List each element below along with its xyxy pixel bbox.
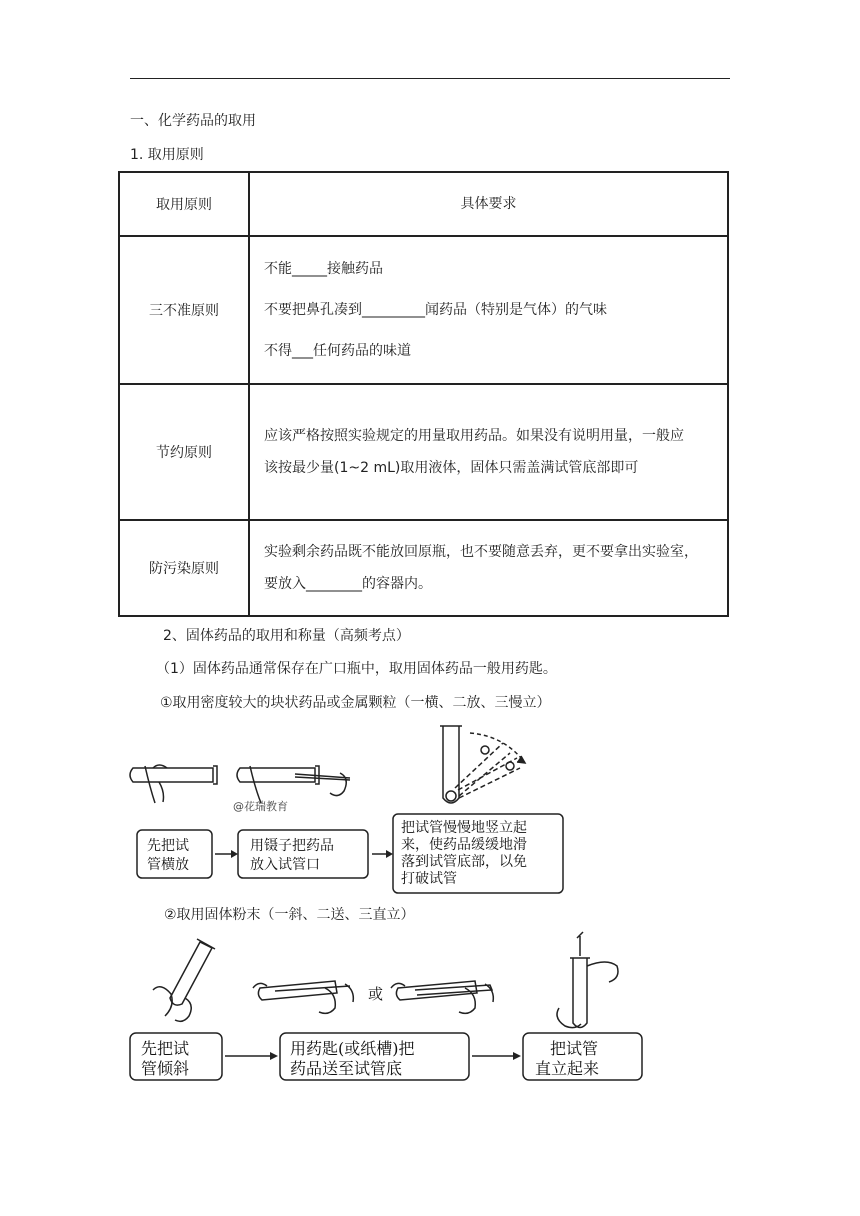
table-row bbox=[119, 520, 728, 616]
box-text: 来，使药品缓缓地滑 bbox=[401, 837, 527, 853]
arrow-head-icon bbox=[513, 1052, 521, 1060]
figure-block-solid bbox=[125, 718, 575, 898]
box-text: 先把试 bbox=[141, 1039, 190, 1058]
step1-title: ①取用密度较大的块状药品或金属颗粒（一横、二放、三慢立） bbox=[160, 695, 551, 711]
watermark-text: @花瑞教育 bbox=[233, 800, 288, 813]
row-requirement bbox=[249, 384, 728, 520]
header-cell-principle: 取用原则 bbox=[119, 172, 249, 236]
table-row bbox=[119, 384, 728, 520]
requirement-line: 要放入________的容器内。 bbox=[264, 576, 432, 592]
requirement-line: 实验剩余药品既不能放回原瓶，也不要随意丢弃，更不要拿出实验室， bbox=[264, 544, 698, 560]
box-text: 管倾斜 bbox=[141, 1059, 190, 1078]
requirement-line: 不要把鼻孔凑到_________闻药品（特别是气体）的气味 bbox=[264, 302, 607, 318]
arrow-head-icon bbox=[386, 850, 393, 858]
section2-title: 2、固体药品的取用和称量（高频考点） bbox=[163, 628, 410, 644]
arrow-head-icon bbox=[231, 850, 238, 858]
spoon-tube-icon bbox=[253, 981, 353, 1013]
box-text: 用药匙(或纸槽)把 bbox=[290, 1039, 415, 1058]
rules-table bbox=[118, 171, 729, 617]
box-text: 先把试 bbox=[147, 838, 189, 854]
box-text: 放入试管口 bbox=[250, 857, 320, 873]
figure-powder-solid bbox=[125, 928, 655, 1086]
arrow-head-icon bbox=[270, 1052, 278, 1060]
or-label: 或 bbox=[368, 985, 384, 1003]
paper-trough-tube-icon bbox=[391, 981, 493, 1013]
row-principle-name: 节约原则 bbox=[119, 384, 249, 520]
box-text: 药品送至试管底 bbox=[290, 1059, 403, 1078]
row-requirement bbox=[249, 236, 728, 384]
requirement-line: 不得___任何药品的味道 bbox=[264, 343, 411, 359]
row-principle-name: 防污染原则 bbox=[119, 520, 249, 616]
tilted-tube-icon bbox=[153, 939, 215, 1021]
rotating-tube-icon bbox=[440, 726, 525, 803]
table-row bbox=[119, 236, 728, 384]
box-text: 落到试管底部，以免 bbox=[401, 854, 527, 870]
row-principle-name: 三不准原则 bbox=[119, 236, 249, 384]
row-requirement bbox=[249, 520, 728, 616]
sub1-title: 1. 取用原则 bbox=[130, 147, 204, 163]
test-tube-horizontal-icon bbox=[130, 765, 217, 803]
box-text: 管横放 bbox=[147, 857, 189, 873]
box-text: 直立起来 bbox=[535, 1059, 600, 1078]
requirement-line: 应该严格按照实验规定的用量取用药品。如果没有说明用量，一般应 bbox=[264, 428, 684, 444]
header-rule bbox=[130, 78, 730, 79]
requirement-line: 该按最少量(1~2 mL)取用液体，固体只需盖满试管底部即可 bbox=[264, 460, 639, 476]
requirement-line: 不能_____接触药品 bbox=[264, 261, 383, 277]
table-header-row bbox=[119, 172, 728, 236]
section1-title: 一、化学药品的取用 bbox=[130, 113, 256, 129]
box-text: 把试管 bbox=[550, 1039, 599, 1058]
para1: （1）固体药品通常保存在广口瓶中，取用固体药品一般用药匙。 bbox=[156, 661, 557, 677]
box-text: 把试管慢慢地竖立起 bbox=[401, 820, 527, 836]
upright-tube-icon bbox=[557, 932, 618, 1028]
tweezers-tube-icon bbox=[237, 766, 350, 803]
header-cell-requirement: 具体要求 bbox=[249, 172, 728, 236]
box-text: 打破试管 bbox=[401, 871, 457, 887]
step2-title: ②取用固体粉末（一斜、二送、三直立） bbox=[164, 907, 415, 923]
box-text: 用镊子把药品 bbox=[250, 838, 334, 854]
